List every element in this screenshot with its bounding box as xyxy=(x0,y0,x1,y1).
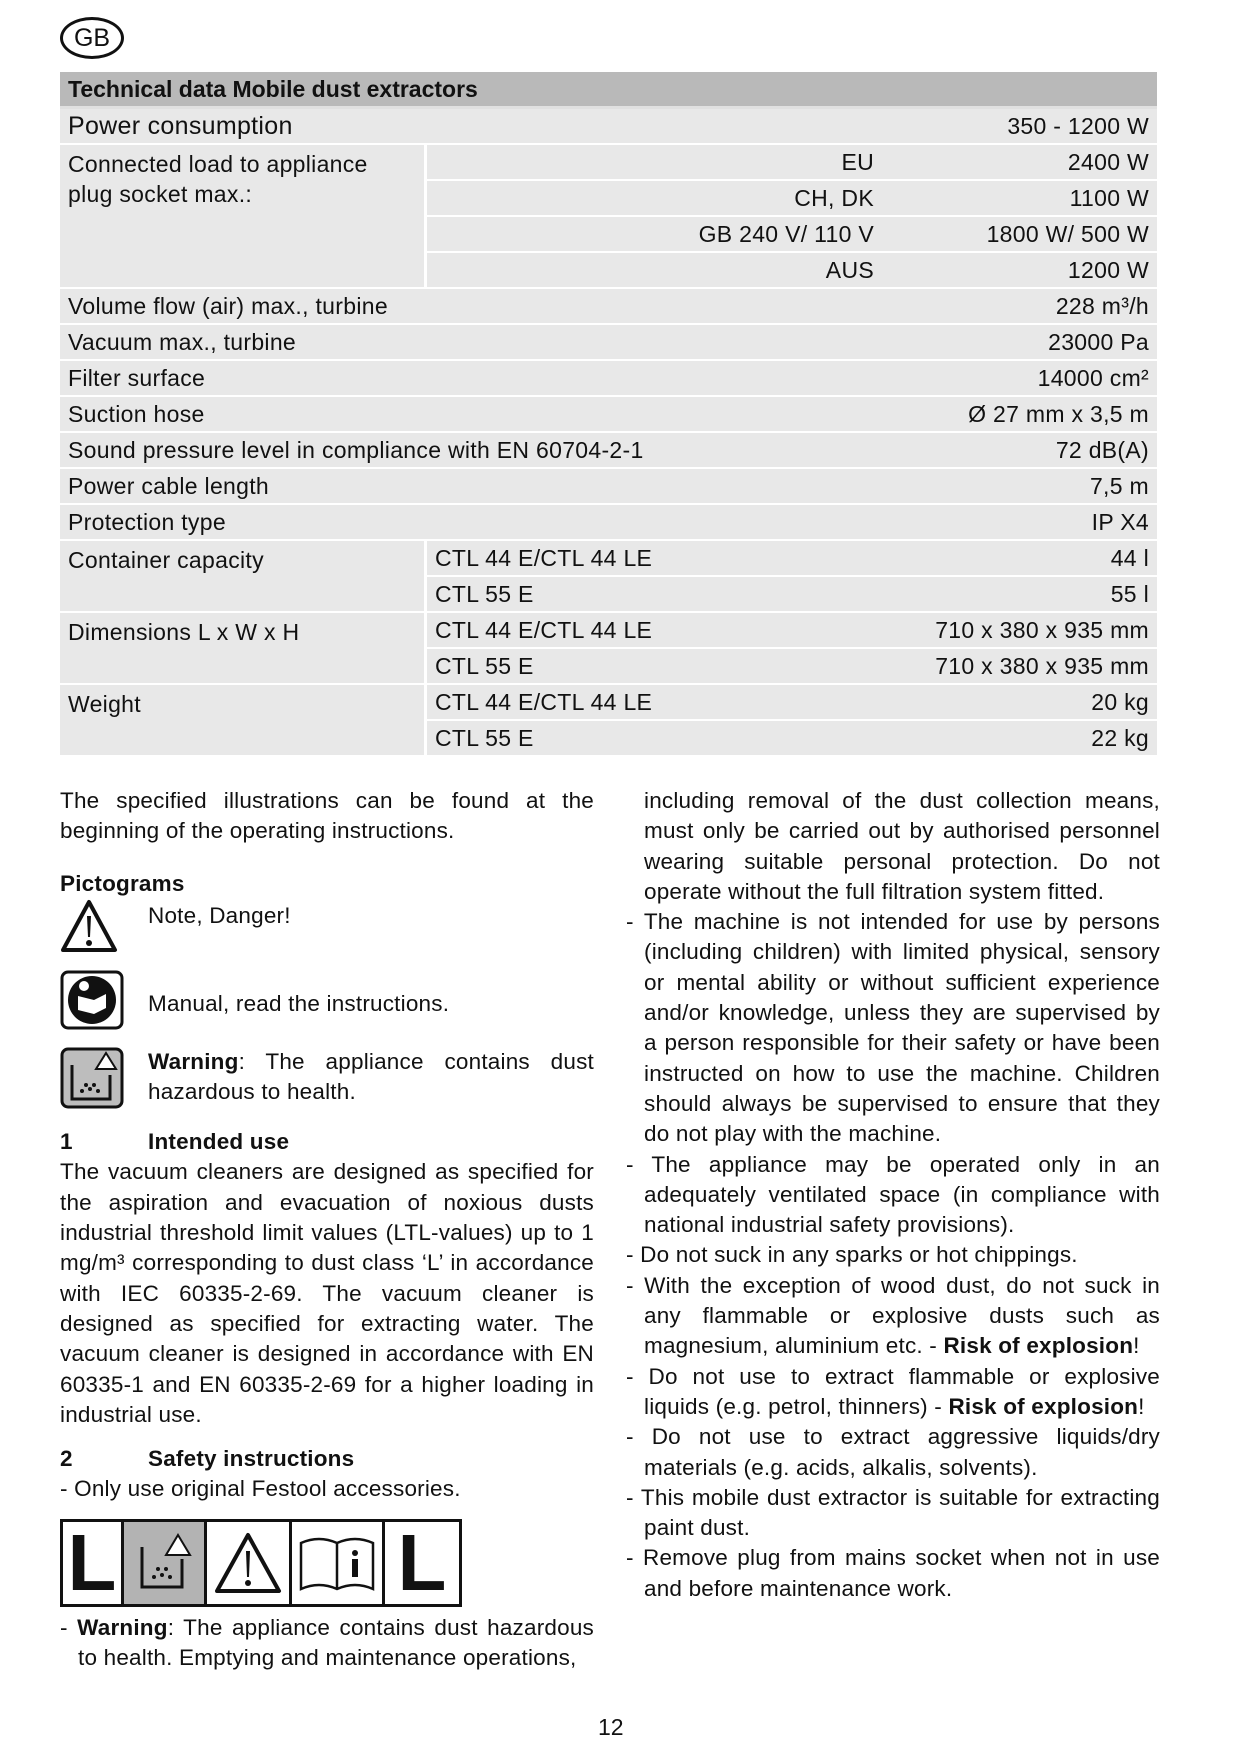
safety-item: - Do not use to extract aggressive liquids/dry materials (e.g. acids, alkalis, solvents). xyxy=(626,1424,1160,1480)
table-row: Vacuum max., turbine 23000 Pa xyxy=(60,325,1157,361)
pictogram-item: Note, Danger! xyxy=(60,899,594,965)
pictogram-item: Warning: The appliance contains dust hazardous to health. xyxy=(60,1047,594,1117)
pictogram-item: Manual, read the instructions. xyxy=(60,965,594,1043)
warning-triangle-icon xyxy=(60,899,148,961)
safety-item: - The appliance may be operated only in an adequately ventilated space (in compliance with national industrial safety provisions). xyxy=(626,1151,1160,1238)
read-manual-icon xyxy=(292,1522,385,1604)
table-row: Volume flow (air) max., turbine 228 m³/h xyxy=(60,289,1157,325)
table-row: Power cable length 7,5 m xyxy=(60,469,1157,505)
safety-item: - This mobile dust extractor is suitable for extracting paint dust. xyxy=(626,1484,1160,1541)
safety-item: - With the exception of wood dust, do not suck in any flammable or explosive dusts such as magnesium, aluminium etc. - Risk of explosion! xyxy=(626,1272,1160,1359)
dust-class-l-label: L xyxy=(63,1522,124,1604)
warning-triangle-icon xyxy=(207,1522,292,1604)
table-row: Protection type IP X4 xyxy=(60,505,1157,541)
table-row: CTL 55 E 55 l xyxy=(60,577,1157,613)
hazardous-dust-icon xyxy=(124,1522,207,1604)
section-2-heading: 2 Safety instructions xyxy=(60,1446,355,1472)
safety-item: - Remove plug from mains socket when not in use and before maintenance work. xyxy=(626,1545,1160,1601)
intended-use-text: The vacuum cleaners are designed as specified for the aspiration and evacuation of noxious dusts industrial threshold limit values (LTL-values) up to 1 mg/m³ corresponding to dust class ‘L’ in accordance with IEC 60335-2-69. The vacuum cleaner is designed as specified for extracting water. The vacuum cleaner is designed in accordance with EN 60335-1 and EN 60335-2-69 for a higher loading in industrial use. xyxy=(60,1159,594,1427)
safety-list xyxy=(626,907,1160,1604)
table-title: Technical data Mobile dust extractors xyxy=(60,72,1157,109)
table-row: Container capacity CTL 44 E/CTL 44 LE 44 l xyxy=(60,541,1157,577)
table-row: Weight CTL 44 E/CTL 44 LE 20 kg xyxy=(60,685,1157,721)
right-column xyxy=(626,786,1160,1604)
safety-item: - Do not use to extract flammable or explosive liquids (e.g. petrol, thinners) - Risk of explosion! xyxy=(626,1363,1160,1419)
language-badge: GB xyxy=(60,17,124,59)
accessories-note: - Only use original Festool accessories. xyxy=(60,1476,461,1502)
safety-item: - Do not suck in any sparks or hot chippings. xyxy=(626,1242,1078,1268)
intro-text: The specified illustrations can be found at the beginning of the operating instructions. xyxy=(60,788,594,844)
table-row: CTL 55 E 22 kg xyxy=(60,721,1157,757)
table-row: Power consumption 350 - 1200 W xyxy=(60,109,1157,145)
pictograms-heading: Pictograms xyxy=(60,870,185,896)
section-1-heading: 1 Intended use xyxy=(60,1129,290,1155)
table-row: GB 240 V/ 110 V 1800 W/ 500 W xyxy=(60,217,1157,253)
dust-class-pictogram-strip xyxy=(60,1519,462,1607)
dust-class-l-label: L xyxy=(397,1517,447,1607)
page-number: 12 xyxy=(598,1714,624,1740)
table-row: Connected load to appliance plug socket max.: EU 2400 W xyxy=(60,145,1157,181)
safety-item: - The machine is not intended for use by persons (including children) with limited physical, sensory or mental ability or without sufficient experience and/or knowledge, unless they are supervised by a person responsible for their safety or have been instructed on how to use the machine. Children should always be supervised to ensure that they do not play with the machine. xyxy=(626,909,1160,1147)
table-row: Suction hose Ø 27 mm x 3,5 m xyxy=(60,397,1157,433)
table-row: Filter surface 14000 cm² xyxy=(60,361,1157,397)
warning-text-continued: including removal of the dust collection means, must only be carried out by authorised personnel wearing suitable personal protection. Do not operate without the full filtration system fitted. xyxy=(644,788,1160,904)
table-row: CTL 55 E 710 x 380 x 935 mm xyxy=(60,649,1157,685)
read-manual-icon xyxy=(60,970,148,1038)
table-row: Dimensions L x W x H CTL 44 E/CTL 44 LE 710 x 380 x 935 mm xyxy=(60,613,1157,649)
technical-data-table xyxy=(60,72,1157,757)
table-row: CH, DK 1100 W xyxy=(60,181,1157,217)
left-column xyxy=(60,786,594,1673)
table-row: AUS 1200 W xyxy=(60,253,1157,289)
table-row: Sound pressure level in compliance with EN 60704-2-1 72 dB(A) xyxy=(60,433,1157,469)
warning-text: - Warning: The appliance contains dust hazardous to health. Emptying and maintenance operations, xyxy=(60,1614,594,1671)
hazardous-dust-icon xyxy=(60,1047,148,1117)
